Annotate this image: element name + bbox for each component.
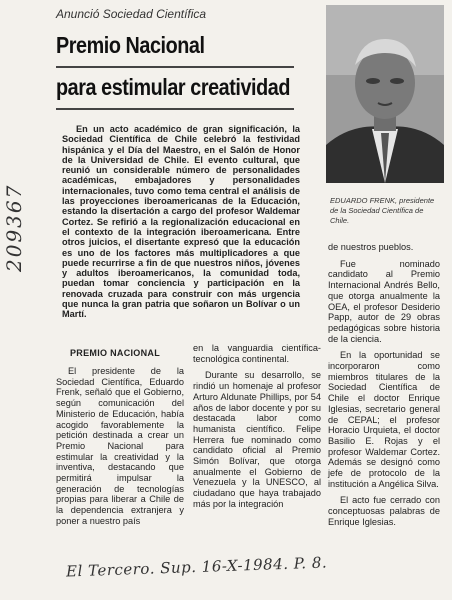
headline-line-1: Premio Nacional [56,32,205,58]
paragraph: En la oportunidad se incorporaron como miembros titulares de la Sociedad Científica de Chile el doctor Enrique Iglesias, secretario general de CEPAL; el profesor Horacio Urquieta, el doctor Basilio E. Rojas y el profesor Waldemar Cortez. Además se designó como jefe de protocolo de la institución a Angélica Silva. [328,350,440,489]
paragraph: El acto fue cerrado con conceptuosas palabras de Enrique Iglesias. [328,495,440,527]
handwritten-source-note: El Tercero. Sup. 16-X-1984. P. 8. [65,553,328,581]
portrait-photo [326,5,444,183]
lead-paragraph: En un acto académico de gran significación, la Sociedad Científica de Chile celebró la festividad hispánica y el Día del Maestro, en el Salón de Honor de la Universidad de Chile. El evento cultural, que reunió un considerable número de personalidades académicas, embajadores y personalidades internacionales, tuvo como tema central el análisis de las proyecciones iberoamericanas de la Educación, estando la disertación a cargo del profesor Waldemar Cortez. Se refirió a la regionalización educacional en el contexto de la integración iberoamericana. Entre otros juicios, el disertante expresó que la educación es uno de los factores más multiplicadores a que puede recurrirse a fin de que nuestros niños, jóvenes y adultos iberoamericanos, la comunidad toda, puedan tomar conciencia y participación en la renovada cruzada para construir con más urgencia que nunca la gran patria que soñaron un Bolívar o un Martí. [62,124,300,320]
section-subheading: PREMIO NACIONAL [70,348,160,358]
photo-caption: EDUARDO FRENK, presidente de la Sociedad Científica de Chile. [330,196,435,225]
paragraph: Fue nominado candidato al Premio Internacional Andrés Bello, que otorga anualmente la OEA, el profesor Desiderio Papp, autor de 29 obras pedagógicas sobre historia de la ciencia. [328,258,440,344]
paragraph: de nuestros pueblos. [328,242,414,252]
article-column-3 [328,242,440,534]
handwritten-side-note: 209367 [2,183,26,272]
headline-line-2: para estimular creatividad [56,74,290,100]
article-column-2 [193,343,321,516]
paragraph: El presidente de la Sociedad Científica, Eduardo Frenk, señaló que el Gobierno, según comunicación del Ministerio de Educación, había acogido favorablemente la petición destinada a crear un Premio Nacional para estimular la creatividad y la inventiva, destacando que permitirá impulsar la generación de tecnologías propias para liberar a Chile de la dependencia extranjera y poner a nuestro país [56,366,184,526]
article-column-1 [56,366,184,533]
headline-rule [56,66,294,68]
paragraph: Durante su desarrollo, se rindió un homenaje al profesor Arturo Aldunate Phillips, por 54 años de labor docente y por su destacada labor como humanista científico. Felipe Herrera fue nominado como candidato oficial al Premio Simón Bolívar, que otorga anualmente el Gobierno de Venezuela y la UNESCO, al ciudadano que haya trabajado más por la integración [193,370,321,509]
headline-rule [56,108,294,110]
paragraph: en la vanguardia científica-tecnológica continental. [193,343,321,364]
portrait-graphic [326,5,444,183]
kicker: Anunció Sociedad Científica [56,7,207,21]
